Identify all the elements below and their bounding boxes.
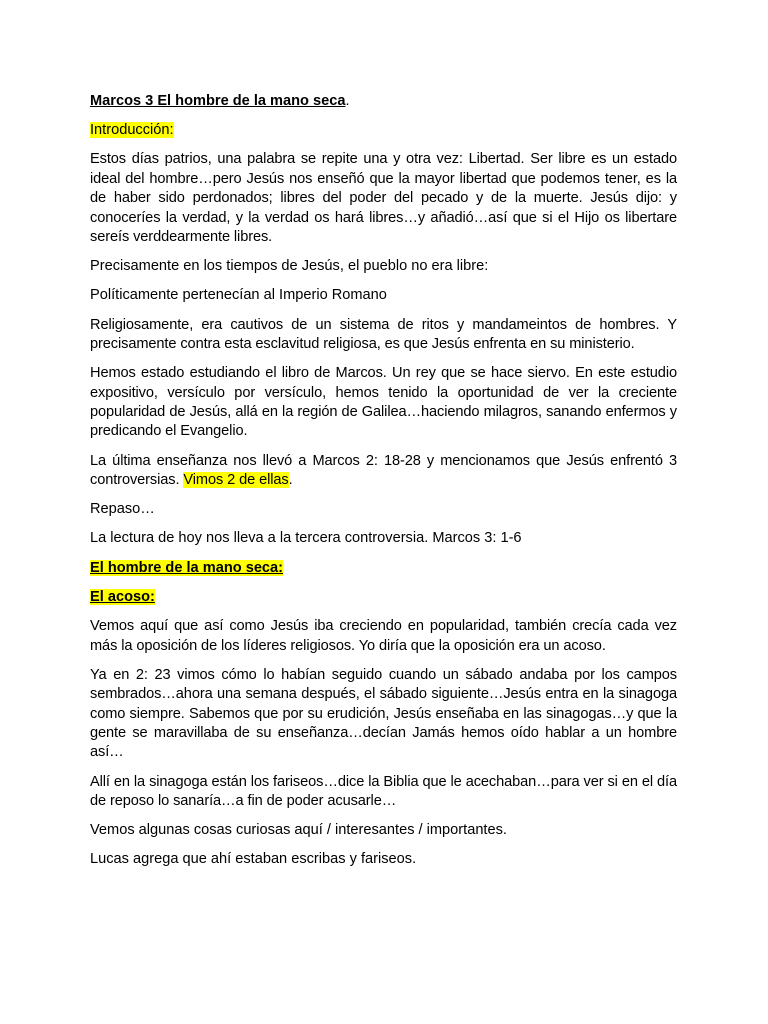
controversias-highlight: Vimos 2 de ellas <box>183 472 289 489</box>
intro-heading <box>90 121 677 140</box>
controversias-text: La última enseñanza nos llevó a Marcos 2: 18-28 y mencionamos que Jesús enfrentó 3 controversias. <box>90 452 677 489</box>
title-suffix: . <box>345 93 350 109</box>
paragraph-sinagoga: Ya en 2: 23 vimos cómo lo habían seguido cuando un sábado andaba por los campos sembrados…ahora una semana después, el sábado siguiente…Jesús entra en la sinagoga como siempre. Sabemos que por su erudición, Jesús enseñaba en las sinagogas…y que la gente se maravillaba de su enseñanza…decían Jamás hemos oído hablar a un hombre así… <box>90 666 677 761</box>
title-text: Marcos 3 El hombre de la mano seca <box>90 93 346 109</box>
paragraph-libertad: Estos días patrios, una palabra se repite una y otra vez: Libertad. Ser libre es un estado ideal del hombre…pero Jesús nos enseñó que la mayor libertad que podemos tener, es la de haber sido perdonados; libres del poder del pecado y de la muerte. Jesús dijo: y conoceríes la verdad, y la verdad os hará libres…y añadió…así que si el Hijo os libertare sereís verddearmente libres. <box>90 151 677 246</box>
paragraph-religiosamente: Religiosamente, era cautivos de un sistema de ritos y mandameintos de hombres. Y precisamente contra esta esclavitud religiosa, es que Jesús enfrenta en su ministerio. <box>90 316 677 353</box>
document-title <box>90 92 677 111</box>
paragraph-marcos-study: Hemos estado estudiando el libro de Marcos. Un rey que se hace siervo. En este estudio expositivo, versículo por versículo, hemos tenido la oportunidad de ver la creciente popularidad de Jesús, allá en la región de Galilea…haciendo milagros, sanando enfermos y predicando el Evangelio. <box>90 365 677 440</box>
paragraph-politicamente: Políticamente pertenecían al Imperio Romano <box>90 287 387 304</box>
paragraph-repaso: Repaso… <box>90 501 155 518</box>
paragraph-fariseos: Allí en la sinagoga están los fariseos…dice la Biblia que le acechaban…para ver si en el día de reposo lo sanaría…a fin de poder acusarle… <box>90 773 677 809</box>
paragraph-lucas: Lucas agrega que ahí estaban escribas y fariseos. <box>90 851 417 868</box>
section-heading-acoso <box>90 588 677 607</box>
paragraph-lectura: La lectura de hoy nos lleva a la tercera controversia. Marcos 3: 1-6 <box>90 530 522 547</box>
paragraph-oposicion: Vemos aquí que así como Jesús iba creciendo en popularidad, también crecía cada vez más la oposición de los líderes religiosos. Yo diría que la oposición era un acoso. <box>90 618 677 654</box>
controversias-end: . <box>288 472 293 489</box>
paragraph-curiosas: Vemos algunas cosas curiosas aquí / interesantes / importantes. <box>90 822 507 839</box>
paragraph-pueblo: Precisamente en los tiempos de Jesús, el pueblo no era libre: <box>90 258 489 275</box>
section-heading-mano-seca <box>90 559 677 578</box>
section-heading-acoso-text: El acoso: <box>90 588 155 605</box>
section-heading-mano-seca-text: El hombre de la mano seca: <box>90 559 284 576</box>
intro-heading-text: Introducción: <box>90 122 174 139</box>
document-page <box>90 92 677 880</box>
paragraph-controversias <box>90 452 677 491</box>
